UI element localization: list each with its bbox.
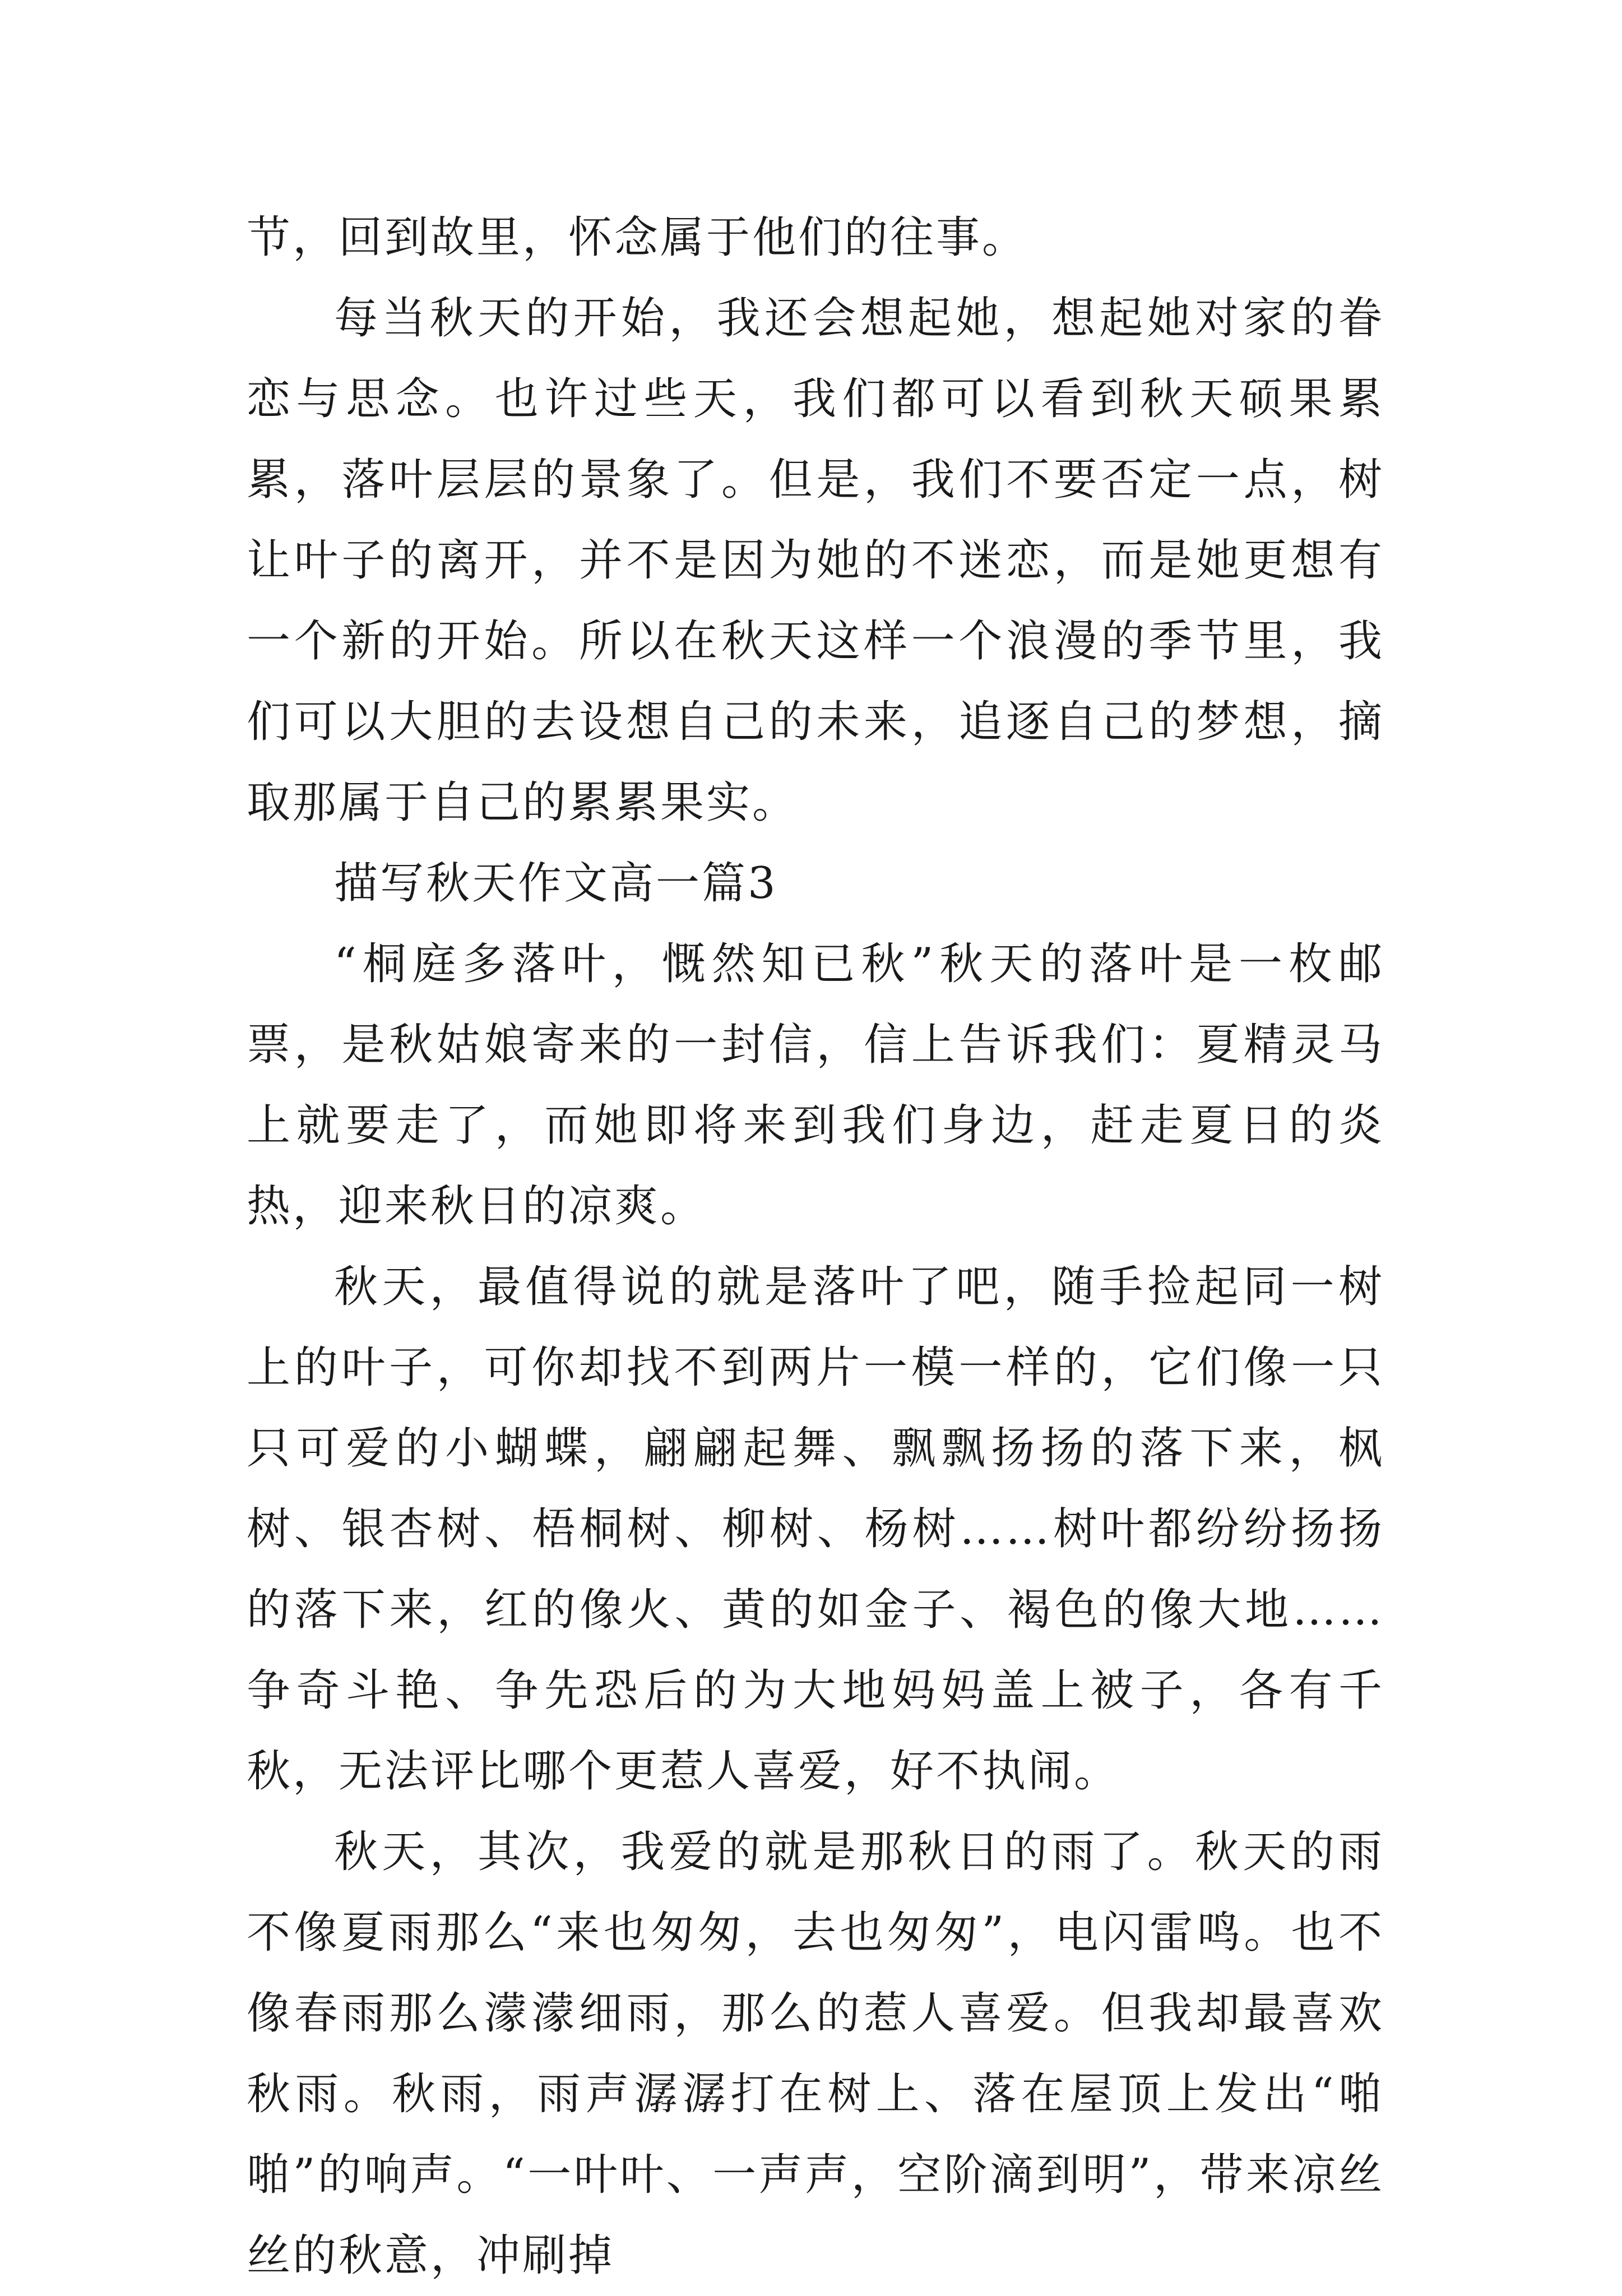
paragraph-5: 秋天，其次，我爱的就是那秋日的雨了。秋天的雨不像夏雨那么“来也匆匆，去也匆匆”，电闪雷鸣。也不像春雨那么濛濛细雨，那么的惹人喜爱。但我却最喜欢秋雨。秋雨，雨声潺潺打在树上、落在屋顶上发出“啪啪”的响声。“一叶叶、一声声，空阶滴到明”，带来凉丝丝的秋意，冲刷掉 — [247, 1827, 1384, 2281]
paragraph-4: 秋天，最值得说的就是落叶了吧，随手捡起同一树上的叶子，可你却找不到两片一模一样的，它们像一只只可爱的小蝴蝶，翩翩起舞、飘飘扬扬的落下来，枫树、银杏树、梧桐树、柳树、杨树……树叶都纷纷扬扬的落下来，红的像火、黄的如金子、褐色的像大地……争奇斗艳、争先恐后的为大地妈妈盖上被子，各有千秋，无法评比哪个更惹人喜爱，好不执闹。 — [247, 1262, 1384, 1797]
document-body — [247, 197, 1384, 2296]
paragraph-1: 节，回到故里，怀念属于他们的往事。 — [247, 212, 1028, 263]
paragraph-3: “桐庭多落叶，慨然知已秋”秋天的落叶是一枚邮票，是秋姑娘寄来的一封信，信上告诉我们：夏精灵马上就要走了，而她即将来到我们身边，赶走夏日的炎热，迎来秋日的凉爽。 — [247, 939, 1384, 1232]
paragraph-2: 每当秋天的开始，我还会想起她，想起她对家的眷恋与思念。也许过些天，我们都可以看到秋天硕果累累，落叶层层的景象了。但是，我们不要否定一点，树让叶子的离开，并不是因为她的不迷恋，而是她更想有一个新的开始。所以在秋天这样一个浪漫的季节里，我们可以大胆的去设想自己的未来，追逐自己的梦想，摘取那属于自己的累累果实。 — [247, 293, 1384, 828]
section-heading: 描写秋天作文高一篇3 — [334, 858, 778, 909]
